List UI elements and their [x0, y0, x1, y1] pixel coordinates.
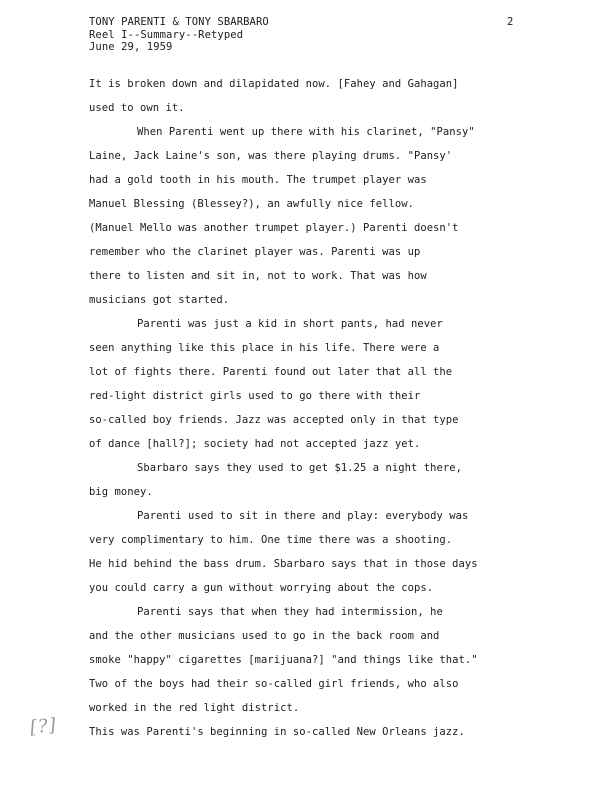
text-line: big money.	[89, 486, 153, 498]
text-line: used to own it.	[89, 102, 185, 114]
text-line: there to listen and sit in, not to work. That was how	[89, 270, 427, 282]
handwritten-margin-note: [?]	[28, 714, 58, 739]
text-line: remember who the clarinet player was. Parenti was up	[89, 246, 421, 258]
text-line: smoke "happy" cigarettes [marijuana?] "and things like that."	[89, 654, 478, 666]
text-line: Sbarbaro says they used to get $1.25 a night there,	[137, 462, 462, 474]
text-line: Parenti was just a kid in short pants, had never	[137, 318, 443, 330]
page-header	[89, 16, 269, 54]
text-line: Parenti used to sit in there and play: everybody was	[137, 510, 469, 522]
text-line: very complimentary to him. One time there was a shooting.	[89, 534, 453, 546]
text-line: red-light district girls used to go there with their	[89, 390, 421, 402]
text-line: Manuel Blessing (Blessey?), an awfully nice fellow.	[89, 198, 414, 210]
text-line: lot of fights there. Parenti found out later that all the	[89, 366, 453, 378]
text-line: It is broken down and dilapidated now. [Fahey and Gahagan]	[89, 78, 459, 90]
text-line: of dance [hall?]; society had not accepted jazz yet.	[89, 438, 421, 450]
text-line: musicians got started.	[89, 294, 230, 306]
text-line: Parenti says that when they had intermission, he	[137, 606, 443, 618]
header-names: TONY PARENTI & TONY SBARBARO	[89, 16, 269, 28]
text-line: (Manuel Mello was another trumpet player.) Parenti doesn't	[89, 222, 459, 234]
text-line: When Parenti went up there with his clarinet, "Pansy"	[137, 126, 475, 138]
text-line: so-called boy friends. Jazz was accepted only in that type	[89, 414, 459, 426]
text-line: had a gold tooth in his mouth. The trumpet player was	[89, 174, 427, 186]
header-reel: Reel I--Summary--Retyped	[89, 28, 244, 41]
text-line: This was Parenti's beginning in so-called New Orleans jazz.	[89, 726, 465, 738]
text-line: and the other musicians used to go in the back room and	[89, 630, 440, 642]
text-line: you could carry a gun without worrying about the cops.	[89, 582, 434, 594]
text-line: Two of the boys had their so-called girl friends, who also	[89, 678, 459, 690]
text-line: worked in the red light district.	[89, 702, 300, 714]
header-date: June 29, 1959	[89, 41, 173, 53]
text-line: He hid behind the bass drum. Sbarbaro says that in those days	[89, 558, 478, 570]
text-line: seen anything like this place in his life. There were a	[89, 342, 440, 354]
page-number: 2	[507, 16, 514, 28]
text-line: Laine, Jack Laine's son, was there playing drums. "Pansy'	[89, 150, 453, 162]
